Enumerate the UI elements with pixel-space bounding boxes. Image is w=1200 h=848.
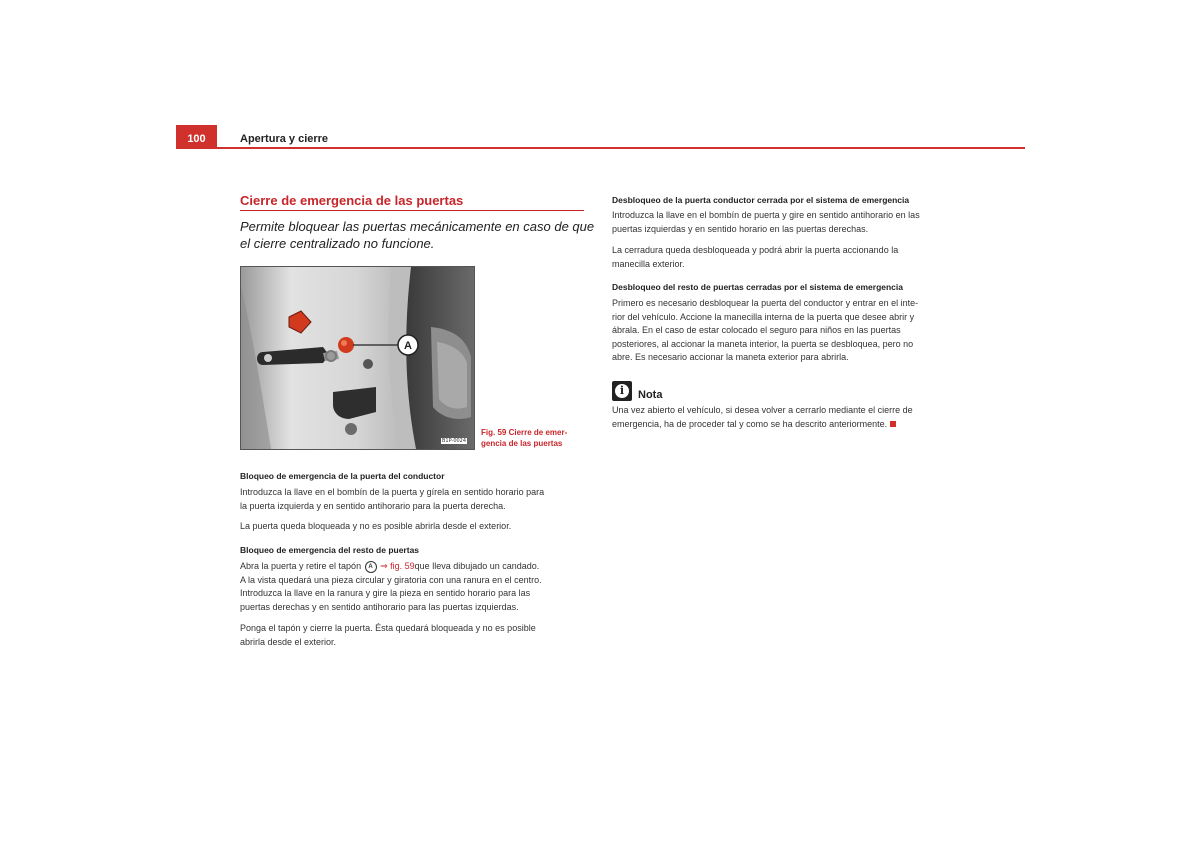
text-line: La puerta queda bloqueada y no es posible abrirla desde el exterior. <box>240 521 512 531</box>
text-line: La cerradura queda desbloqueada y podrá abrir la puerta accionando la <box>612 245 899 255</box>
subheading-other-doors-unlock: Desbloqueo del resto de puertas cerradas por el sistema de emergencia <box>612 282 904 292</box>
text-line <box>240 560 542 574</box>
section-rule <box>240 210 584 211</box>
text-line: Introduzca la llave en la ranura y gire la pieza en sentido horario para las <box>240 588 531 598</box>
info-icon <box>612 381 632 401</box>
paragraph <box>240 520 511 534</box>
caption-line: gencia de las puertas <box>481 439 563 448</box>
intro-line: Permite bloquear las puertas mecánicamente en caso de que <box>240 219 595 234</box>
text-line: rior del vehículo. Accione la manecilla interna de la puerta que desee abrir y <box>612 311 915 322</box>
text-fragment: emergencia, ha de proceder tal y como se ha descrito anteriormente. <box>612 418 888 429</box>
page-number: 100 <box>176 125 217 147</box>
text-line: Primero es necesario desbloquear la puerta del conductor y entrar en el inte- <box>612 298 919 308</box>
section-intro <box>240 218 595 252</box>
paragraph <box>612 244 898 271</box>
paragraph <box>612 297 918 365</box>
subheading-driver-lock: Bloqueo de emergencia de la puerta del conductor <box>240 471 445 481</box>
paragraph <box>240 486 544 513</box>
chapter-title: Apertura y cierre <box>240 133 329 145</box>
text-line: Ponga el tapón y cierre la puerta. Ésta quedará bloqueada y no es posible <box>240 623 536 633</box>
text-fragment: Abra la puerta y retire el tapón <box>240 561 362 571</box>
figure-callout-label: A <box>404 340 412 352</box>
text-line: posteriores, al accionar la maneta interior, la puerta se desbloquea, pero no <box>612 338 914 349</box>
text-line: la puerta izquierda y en sentido antihorario para la puerta derecha. <box>240 500 506 511</box>
text-line: abrirla desde el exterior. <box>240 636 337 647</box>
note-paragraph <box>612 404 913 431</box>
text-line: manecilla exterior. <box>612 258 685 269</box>
note-title: Nota <box>638 389 663 401</box>
header-rule <box>176 147 1025 149</box>
figure-door-lock <box>240 266 475 450</box>
paragraph <box>612 209 920 236</box>
subheading-other-doors-lock: Bloqueo de emergencia del resto de puertas <box>240 545 420 555</box>
door-lock-illustration <box>241 267 474 449</box>
paragraph <box>240 560 542 614</box>
figure-link[interactable]: ⇒ fig. 59 <box>380 561 415 571</box>
caption-line: Fig. 59 Cierre de emer- <box>481 428 568 437</box>
text-line: puertas izquierdas y en sentido horario en las puertas derechas. <box>612 223 869 234</box>
section-title: Cierre de emergencia de las puertas <box>240 193 464 208</box>
text-fragment: que lleva dibujado un candado. <box>414 561 540 571</box>
subheading-driver-unlock: Desbloqueo de la puerta conductor cerrada por el sistema de emergencia <box>612 195 910 205</box>
text-line: Introduzca la llave en el bombín de la puerta y gírela en sentido horario para <box>240 487 545 497</box>
text-line: ábrala. En el caso de estar colocado el seguro para niños en las puertas <box>612 325 901 335</box>
figure-code: B1P-0024 <box>442 438 467 444</box>
text-line: Una vez abierto el vehículo, si desea volver a cerrarlo mediante el cierre de <box>612 405 913 415</box>
figure-caption <box>481 427 591 449</box>
end-of-section-marker <box>890 421 896 427</box>
callout-a-reference: A <box>365 561 377 573</box>
intro-line: el cierre centralizado no funcione. <box>240 236 435 251</box>
text-line: puertas derechas y en sentido antihorario para las puertas izquierdas. <box>240 601 519 612</box>
text-line <box>612 418 913 432</box>
text-line: Introduzca la llave en el bombín de puerta y gire en sentido antihorario en las <box>612 210 920 220</box>
info-icon-glyph: i <box>619 384 625 397</box>
paragraph <box>240 622 536 649</box>
text-line: A la vista quedará una pieza circular y giratoria con una ranura en el centro. <box>240 574 542 585</box>
text-line: abre. Es necesario accionar la maneta exterior para abrirla. <box>612 352 849 362</box>
